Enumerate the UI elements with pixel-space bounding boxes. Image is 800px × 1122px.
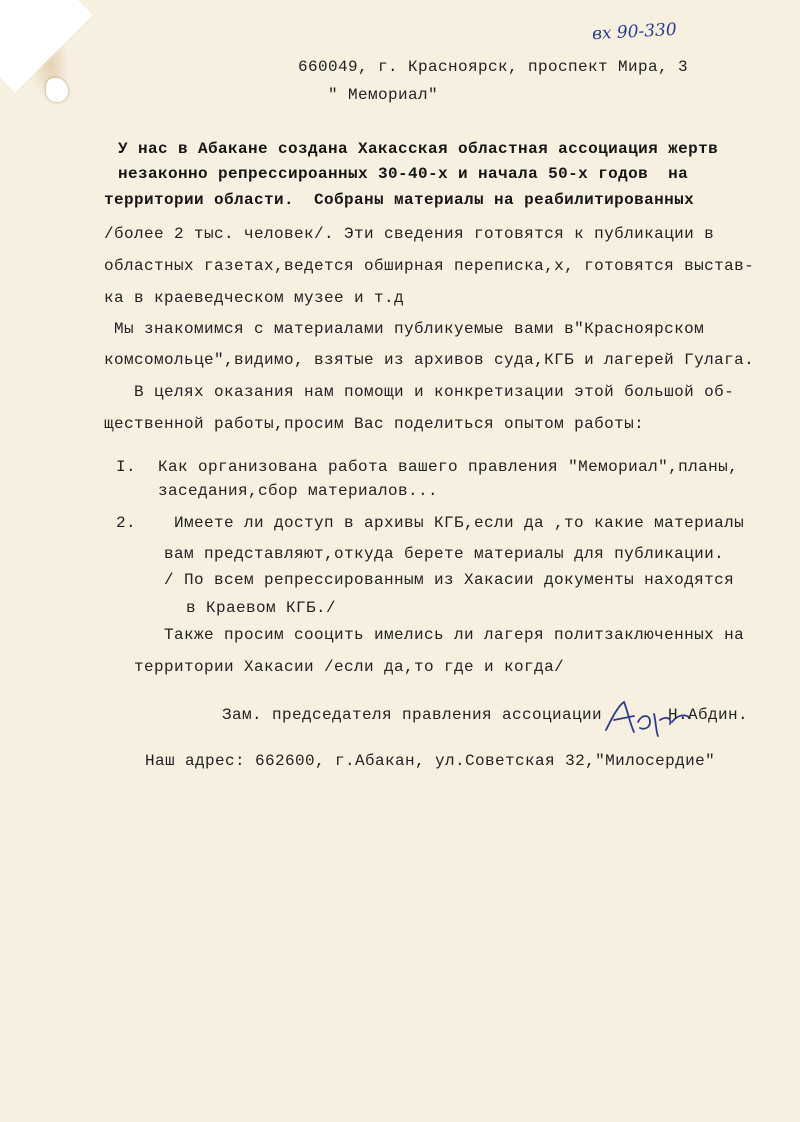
list-item-1-number: I. [116,458,137,476]
list-item-1-line-2: заседания,сбор материалов... [158,482,439,500]
paragraph-2-line-1: Мы знакомимся с материалами публикуемые вами в"Красноярском [114,320,705,338]
paragraph-1-line-2: незаконно репрессироанных 30-40-х и начала 50-х годов на [118,165,689,183]
paragraph-1-line-4: /более 2 тыс. человек/. Эти сведения готовятся к публикации в [104,225,715,243]
sender-address: Наш адрес: 662600, г.Абакан, ул.Советская 32,"Милосердие" [145,752,716,770]
paragraph-3-line-1: В целях оказания нам помощи и конкретизации этой большой об- [134,383,735,401]
paragraph-1-line-5: областных газетах,ведется обширная переписка,х, готовятся выстав- [104,257,755,275]
paragraph-1-line-6: ка в краеведческом музее и т.д [104,289,405,307]
list-item-2-line-2: вам представляют,откуда берете материалы для публикации. [164,545,725,563]
paragraph-4-line-2: территории Хакасии /если да,то где и когда/ [134,658,565,676]
paragraph-4-line-1: Также просим сооцить имелись ли лагеря политзаключенных на [164,626,745,644]
paragraph-2-line-2: комсомольце",видимо, взятые из архивов суда,КГБ и лагерей Гулага. [104,351,755,369]
signatory-name: Н.Абдин. [668,706,749,724]
paragraph-3-line-2: щественной работы,просим Вас поделиться опытом работы: [104,415,645,433]
recipient-address: 660049, г. Красноярск, проспект Мира, 3 [298,58,689,76]
paragraph-1-line-3: территории области. Собраны материалы на реабилитированных [104,191,695,209]
list-item-2-line-3: / По всем репрессированным из Хакасии документы находятся [164,571,735,589]
handwritten-registration-number: вх 90-330 [591,19,678,45]
paper-tear [46,78,68,102]
signatory-title: Зам. председателя правления ассоциации [222,706,603,724]
list-item-1-line-1: Как организована работа вашего правления "Мемориал",планы, [158,458,739,476]
recipient-organization: " Мемориал" [328,86,439,104]
paragraph-1-line-1: У нас в Абакане создана Хакасская областная ассоциация жертв [118,140,719,158]
list-item-2-line-1: Имеете ли доступ в архивы КГБ,если да ,то какие материалы [174,514,745,532]
list-item-2-line-4: в Краевом КГБ./ [186,599,337,617]
list-item-2-number: 2. [116,514,137,532]
